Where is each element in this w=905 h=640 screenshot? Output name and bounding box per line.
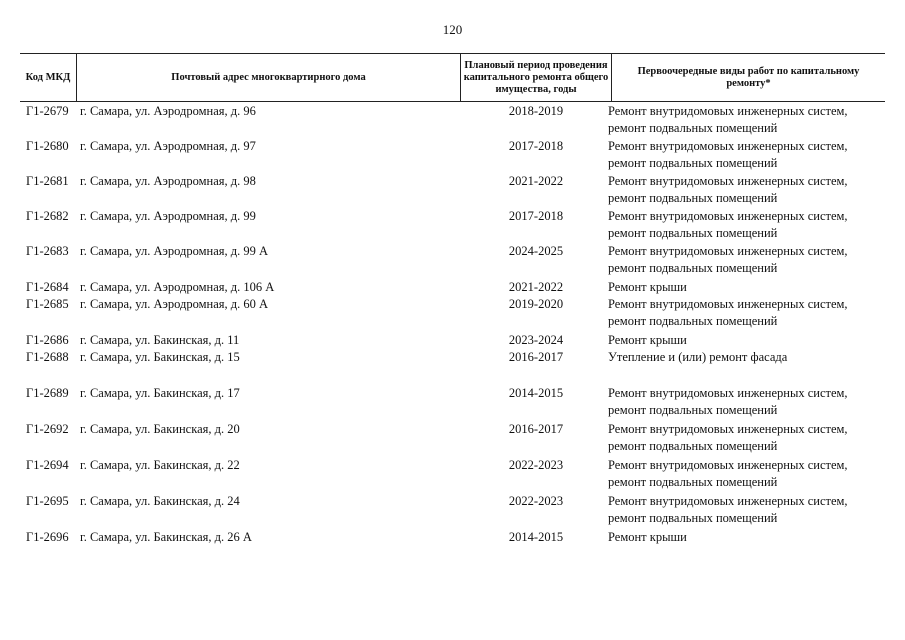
- work-line: ремонт подвальных помещений: [608, 314, 778, 328]
- work-line: Ремонт внутридомовых инженерных систем,: [608, 458, 848, 472]
- mkd-code: Г1-2688: [26, 350, 69, 364]
- mkd-code: Г1-2683: [26, 244, 69, 258]
- planned-period: 2021-2022: [508, 174, 564, 188]
- mkd-code: Г1-2684: [26, 280, 69, 294]
- work-line: Ремонт внутридомовых инженерных систем,: [608, 104, 848, 118]
- work-line: ремонт подвальных помещений: [608, 261, 778, 275]
- planned-period: 2017-2018: [508, 209, 564, 223]
- work-line: Ремонт внутридомовых инженерных систем,: [608, 494, 848, 508]
- postal-address: г. Самара, ул. Аэродромная, д. 60 А: [80, 297, 269, 311]
- priority-works: [608, 103, 885, 137]
- work-line: ремонт подвальных помещений: [608, 403, 778, 417]
- postal-address: г. Самара, ул. Аэродромная, д. 98: [80, 174, 256, 188]
- priority-works: [608, 173, 885, 207]
- planned-period: 2023-2024: [508, 333, 564, 347]
- mkd-code: Г1-2680: [26, 139, 69, 153]
- work-line: ремонт подвальных помещений: [608, 475, 778, 489]
- priority-works: [608, 457, 885, 491]
- priority-works: [608, 138, 885, 172]
- priority-works: [608, 243, 885, 277]
- header-works: Первоочередные виды работ по капитальному ремонту*: [637, 65, 860, 89]
- priority-works: [608, 493, 885, 527]
- priority-works: [608, 332, 885, 349]
- mkd-code: Г1-2681: [26, 174, 69, 188]
- work-line: ремонт подвальных помещений: [608, 121, 778, 135]
- planned-period: 2024-2025: [508, 244, 564, 258]
- postal-address: г. Самара, ул. Аэродромная, д. 99: [80, 209, 256, 223]
- work-line: ремонт подвальных помещений: [608, 439, 778, 453]
- work-line: ремонт подвальных помещений: [608, 156, 778, 170]
- table-header: [20, 53, 885, 102]
- work-line: ремонт подвальных помещений: [608, 191, 778, 205]
- header-address: Почтовый адрес многоквартирного дома: [171, 71, 366, 83]
- header-period: Плановый период проведения капитального ремонта общего имущества, годы: [463, 59, 609, 95]
- mkd-code: Г1-2679: [26, 104, 69, 118]
- work-line: ремонт подвальных помещений: [608, 226, 778, 240]
- work-line: Ремонт крыши: [608, 530, 687, 544]
- postal-address: г. Самара, ул. Бакинская, д. 15: [80, 350, 240, 364]
- planned-period: 2016-2017: [508, 350, 564, 364]
- work-line: Ремонт крыши: [608, 280, 687, 294]
- work-line: Ремонт крыши: [608, 333, 687, 347]
- priority-works: [608, 279, 885, 296]
- priority-works: [608, 421, 885, 455]
- work-line: Ремонт внутридомовых инженерных систем,: [608, 422, 848, 436]
- header-code: Код МКД: [25, 71, 71, 83]
- priority-works: [608, 349, 885, 366]
- planned-period: 2022-2023: [508, 458, 564, 472]
- postal-address: г. Самара, ул. Бакинская, д. 17: [80, 386, 240, 400]
- work-line: Ремонт внутридомовых инженерных систем,: [608, 297, 848, 311]
- postal-address: г. Самара, ул. Бакинская, д. 26 А: [80, 530, 252, 544]
- planned-period: 2018-2019: [508, 104, 564, 118]
- priority-works: [608, 385, 885, 419]
- planned-period: 2017-2018: [508, 139, 564, 153]
- page-number: 120: [442, 22, 463, 37]
- postal-address: г. Самара, ул. Бакинская, д. 20: [80, 422, 240, 436]
- mkd-code: Г1-2696: [26, 530, 69, 544]
- postal-address: г. Самара, ул. Аэродромная, д. 106 А: [80, 280, 275, 294]
- mkd-code: Г1-2686: [26, 333, 69, 347]
- mkd-code: Г1-2685: [26, 297, 69, 311]
- priority-works: [608, 208, 885, 242]
- planned-period: 2014-2015: [508, 386, 564, 400]
- priority-works: [608, 529, 885, 546]
- planned-period: 2016-2017: [508, 422, 564, 436]
- work-line: Ремонт внутридомовых инженерных систем,: [608, 139, 848, 153]
- planned-period: 2021-2022: [508, 280, 564, 294]
- postal-address: г. Самара, ул. Бакинская, д. 22: [80, 458, 240, 472]
- postal-address: г. Самара, ул. Бакинская, д. 11: [80, 333, 240, 347]
- mkd-code: Г1-2692: [26, 422, 69, 436]
- postal-address: г. Самара, ул. Аэродромная, д. 99 А: [80, 244, 269, 258]
- priority-works: [608, 296, 885, 330]
- postal-address: г. Самара, ул. Бакинская, д. 24: [80, 494, 240, 508]
- work-line: Ремонт внутридомовых инженерных систем,: [608, 244, 848, 258]
- postal-address: г. Самара, ул. Аэродромная, д. 97: [80, 139, 256, 153]
- mkd-code: Г1-2682: [26, 209, 69, 223]
- planned-period: 2019-2020: [508, 297, 564, 311]
- work-line: Ремонт внутридомовых инженерных систем,: [608, 386, 848, 400]
- work-line: Утепление и (или) ремонт фасада: [608, 350, 788, 364]
- work-line: Ремонт внутридомовых инженерных систем,: [608, 209, 848, 223]
- work-line: ремонт подвальных помещений: [608, 511, 778, 525]
- work-line: Ремонт внутридомовых инженерных систем,: [608, 174, 848, 188]
- planned-period: 2014-2015: [508, 530, 564, 544]
- mkd-code: Г1-2689: [26, 386, 69, 400]
- mkd-code: Г1-2695: [26, 494, 69, 508]
- postal-address: г. Самара, ул. Аэродромная, д. 96: [80, 104, 256, 118]
- planned-period: 2022-2023: [508, 494, 564, 508]
- mkd-code: Г1-2694: [26, 458, 69, 472]
